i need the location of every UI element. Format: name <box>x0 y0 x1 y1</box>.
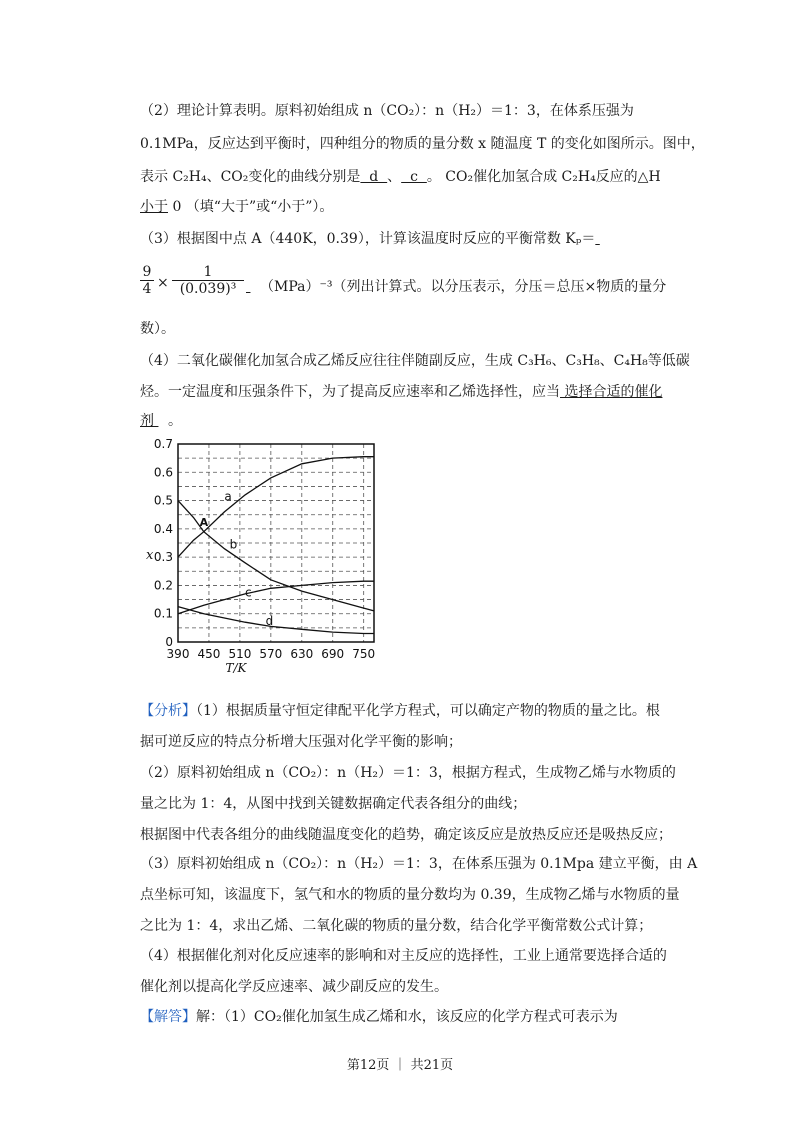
q4-line-1: （4）二氧化碳催化加氢合成乙烯反应往往伴随副反应，生成 C₃H₆、C₃H₈、C₄H₈等低碳 <box>140 353 690 369</box>
y-tick-label: 0.6 <box>153 465 173 480</box>
analysis-line-7: 点坐标可知，该温度下，氢气和水的物质的量分数均为 0.39，生成物乙烯与水物质的量 <box>140 887 680 903</box>
q2-line-2: 0.1MPa，反应达到平衡时，四种组分的物质的量分数 x 随温度 T 的变化如图所示。图中， <box>140 136 705 152</box>
x-tick-label: 750 <box>352 647 376 661</box>
series-label-a: a <box>224 489 232 504</box>
q2-line-4 <box>140 196 333 216</box>
q2-text-3: 0 （填“大于”或“小于”）。 <box>168 199 334 215</box>
answer-less-than: 小于 <box>140 199 168 215</box>
series-label-c: c <box>245 585 252 600</box>
y-tick-label: 0.2 <box>153 578 173 593</box>
q2-text: 表示 C₂H₄、CO₂变化的曲线分别是 <box>140 169 361 185</box>
y-tick-label: 0.1 <box>153 606 173 621</box>
q4-text: 烃。一定温度和压强条件下，为了提高反应速率和乙烯选择性，应当 <box>140 384 560 400</box>
analysis-line-3: （2）原料初始组成 n（CO₂）：n（H₂）＝1：3，根据方程式，生成物乙烯与水物质的 <box>140 765 676 781</box>
fraction-denominator-2: (0.039)³ <box>179 281 237 297</box>
answer-catalyst: 选择合适的催化 <box>560 384 663 400</box>
analysis-text-1: （1）根据质量守恒定律配平化学方程式，可以确定产物的物质的量之比。根 <box>196 703 660 719</box>
point-a-label: A <box>199 516 209 530</box>
y-tick-label: 0.5 <box>153 493 173 508</box>
x-tick-label: 630 <box>290 647 314 661</box>
answer-catalyst-pad <box>154 413 168 429</box>
answer-catalyst-2: 剂 <box>140 413 154 429</box>
q4-line-2 <box>140 381 662 401</box>
analysis-line-1 <box>140 700 660 720</box>
q3-blank <box>595 231 617 247</box>
analysis-tag: 【分析】 <box>140 703 196 719</box>
x-tick-label: 510 <box>228 647 252 661</box>
analysis-line-2: 据可逆反应的特点分析增大压强对化学平衡的影响； <box>140 734 462 750</box>
q3-unit-text: （MPa）⁻³（列出计算式。以分压表示，分压＝总压×物质的量分 <box>260 279 667 295</box>
analysis-line-10: 催化剂以提高化学反应速率、减少副反应的发生。 <box>140 979 448 995</box>
q4-line-3 <box>140 410 182 430</box>
y-tick-label: 0 <box>165 635 173 649</box>
series-label-b: b <box>229 537 238 552</box>
times-sign: × <box>157 275 169 291</box>
solution-text-1: 解：（1）CO₂催化加氢生成乙烯和水，该反应的化学方程式可表示为 <box>196 1009 618 1025</box>
analysis-line-8: 之比为 1：4，求出乙烯、二氧化碳的物质的量分数，结合化学平衡常数公式计算； <box>140 918 653 934</box>
fraction-denominator: 4 <box>142 281 152 297</box>
series-label-d: d <box>265 614 274 629</box>
q2-line-1: （2）理论计算表明。原料初始组成 n（CO₂）：n（H₂）＝1：3，在体系压强为 <box>140 103 634 119</box>
answer-c: c <box>401 169 427 185</box>
analysis-line-9: （4）根据催化剂对化反应速率的影响和对主反应的选择性，工业上通常要选择合适的 <box>140 948 667 964</box>
y-tick-label: 0.7 <box>153 437 173 451</box>
analysis-line-5: 根据图中代表各组分的曲线随温度变化的趋势，确定该反应是放热反应还是吸热反应； <box>140 827 672 843</box>
fraction-9-4 <box>140 264 154 297</box>
series-line-d <box>178 607 374 634</box>
q3-line-2 <box>246 276 666 296</box>
y-tick-label: 0.4 <box>153 521 173 536</box>
solution-tag: 【解答】 <box>140 1009 196 1025</box>
x-axis-label: T/K <box>225 661 247 675</box>
solution-line-1 <box>140 1006 618 1026</box>
q2-line-3 <box>140 166 661 186</box>
line-chart <box>140 432 390 682</box>
q3-line-3: 数）。 <box>140 321 175 337</box>
x-tick-label: 690 <box>321 647 345 661</box>
answer-d: d <box>360 169 388 185</box>
q3-line-1 <box>140 228 617 248</box>
page-number: 第12页 ｜ 共21页 <box>346 1058 454 1073</box>
q3-underline <box>246 279 260 295</box>
fraction-1-over <box>172 264 244 297</box>
series-line-a <box>178 457 374 557</box>
fraction-numerator-2: 1 <box>172 264 244 281</box>
q2-text-2: 。 CO₂催化加氢合成 C₂H₄反应的△H <box>426 169 661 185</box>
analysis-line-4: 量之比为 1：4，从图中找到关键数据确定代表各组分的曲线； <box>140 796 527 812</box>
y-tick-label: 0.3 <box>153 550 173 565</box>
separator: 、 <box>387 169 402 185</box>
x-tick-label: 390 <box>166 647 190 661</box>
y-axis-label: x <box>146 548 154 563</box>
x-tick-label: 450 <box>197 647 221 661</box>
x-tick-label: 570 <box>259 647 283 661</box>
fraction-numerator: 9 <box>140 264 154 281</box>
analysis-line-6: （3）原料初始组成 n（CO₂）：n（H₂）＝1：3，在体系压强为 0.1Mpa 建立平衡，由 A <box>140 856 698 872</box>
series-line-c <box>178 581 374 614</box>
q4-end: 。 <box>168 413 182 429</box>
q3-text: （3）根据图中点 A（440K，0.39），计算该温度时反应的平衡常数 Kₚ＝ <box>140 231 596 247</box>
